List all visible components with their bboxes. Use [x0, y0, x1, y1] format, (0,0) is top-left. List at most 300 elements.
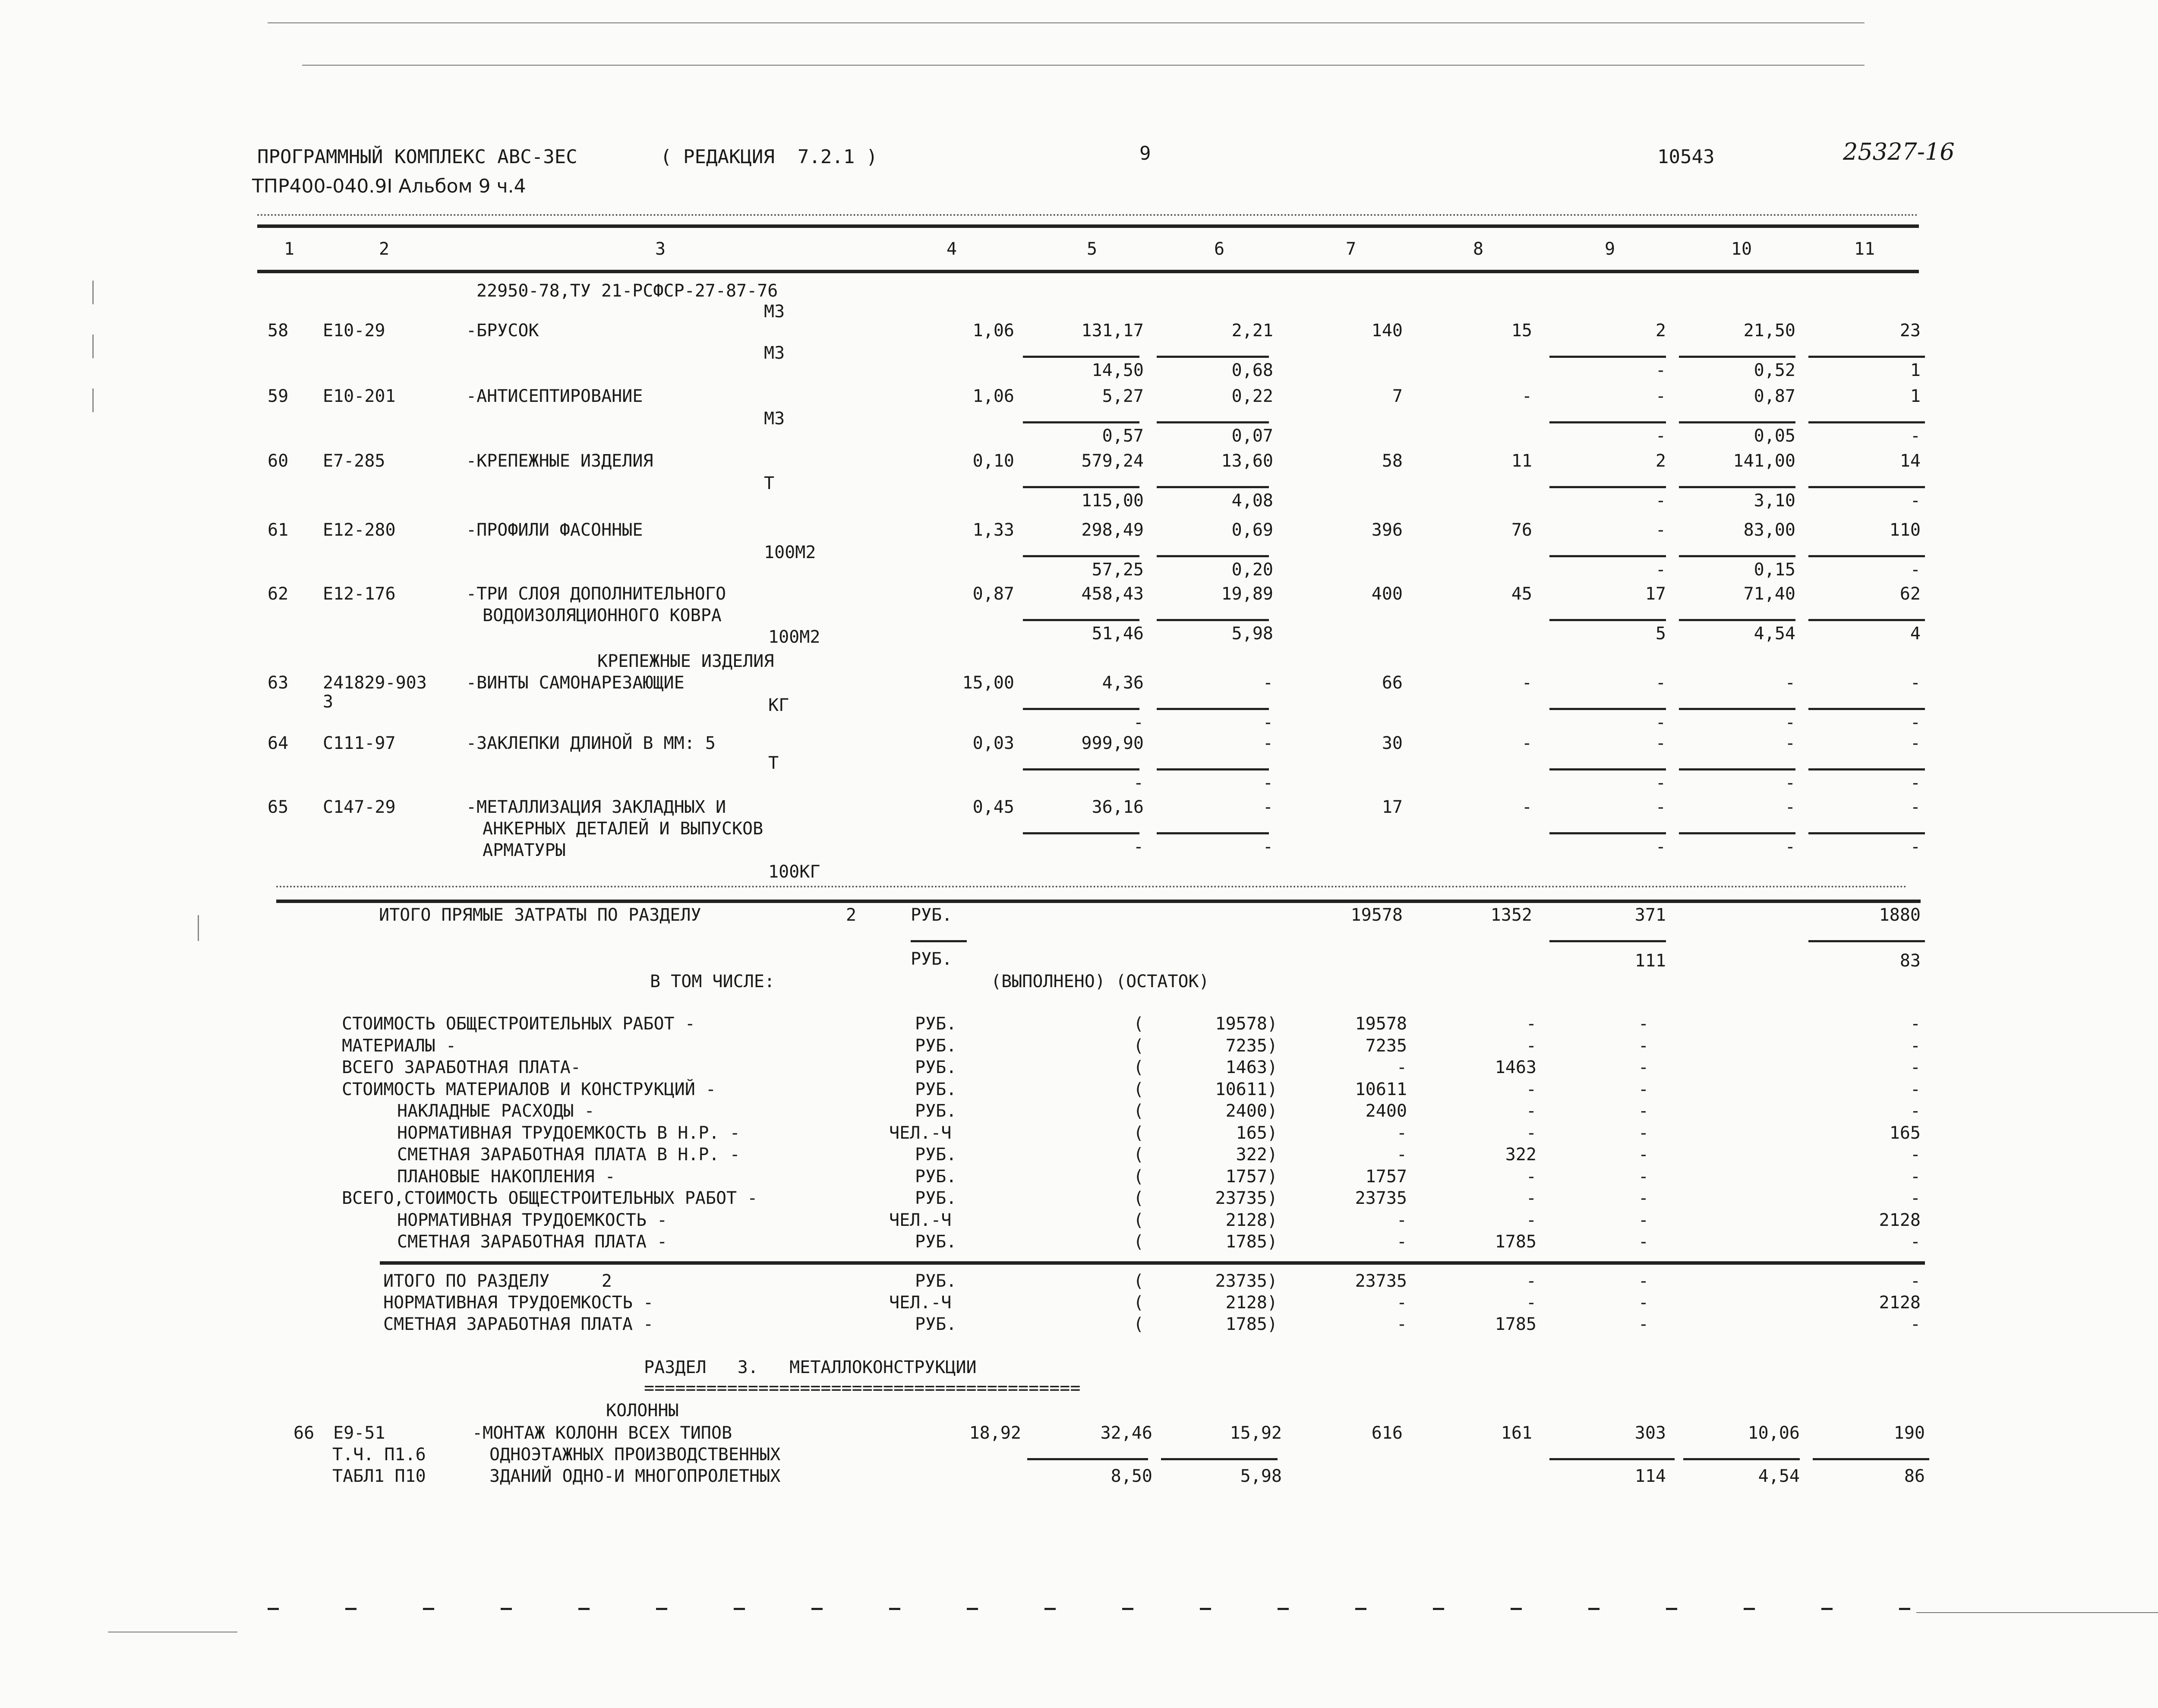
open-paren: ( [1133, 1036, 1144, 1056]
breakdown-c9: - [1638, 1145, 1649, 1165]
cell-rule [1808, 486, 1925, 488]
cell-rule [1023, 832, 1139, 834]
cell-c7: 616 [1371, 1423, 1403, 1443]
cell-c9: - [1655, 673, 1666, 693]
cell-c8: - [1521, 797, 1532, 817]
open-paren: ( [1133, 1232, 1144, 1252]
breakdown-c9: - [1638, 1232, 1649, 1252]
cell-b9: - [1655, 426, 1666, 446]
cell-rule [1157, 421, 1269, 423]
cell-b5: - [1133, 713, 1144, 732]
cell-c5: 298,49 [1081, 520, 1144, 540]
dash-segment [268, 1608, 279, 1610]
section-total-c7: - [1396, 1293, 1407, 1313]
breakdown-c7: - [1396, 1232, 1407, 1252]
cell-c9: - [1655, 386, 1666, 406]
cell-c8: 15 [1511, 321, 1532, 341]
document-code: 10543 [1657, 146, 1715, 168]
column-header-3: 3 [655, 239, 666, 259]
work-name: -ПРОФИЛИ ФАСОННЫЕ [466, 520, 643, 540]
cell-c6: - [1262, 797, 1273, 817]
breakdown-c8: - [1526, 1079, 1536, 1099]
dash-segment [1744, 1608, 1755, 1610]
column-header-10: 10 [1731, 239, 1752, 259]
cell-c8: 11 [1511, 451, 1532, 471]
cell-b11: - [1910, 713, 1921, 732]
breakdown-c11: - [1910, 1036, 1921, 1056]
cell-rule [1808, 356, 1925, 358]
dash-segment [345, 1608, 357, 1610]
open-paren: ( [1133, 1314, 1144, 1334]
rate-code: Е9-51 [333, 1423, 385, 1443]
cell-c11: 110 [1889, 520, 1921, 540]
breakdown-c9: - [1638, 1123, 1649, 1143]
cell-c10: 71,40 [1743, 584, 1795, 604]
row-number: 59 [268, 386, 289, 406]
work-name: -ВИНТЫ САМОНАРЕЗАЮЩИЕ [466, 673, 685, 693]
cell-b9: 5 [1655, 624, 1666, 644]
rate-code-cont: ТАБЛ1 П10 [332, 1466, 426, 1486]
column-header-2: 2 [379, 239, 390, 259]
cell-rule [1679, 421, 1795, 423]
rate-code: Е10-201 [323, 386, 396, 406]
dash-segment [1666, 1608, 1677, 1610]
page-number: 9 [1139, 142, 1151, 164]
cell-c10: - [1785, 797, 1795, 817]
cell-c10: - [1785, 673, 1795, 693]
rate-code: Е10-29 [323, 321, 385, 341]
cell-c9: 303 [1634, 1423, 1666, 1443]
cell-qty: 1,06 [972, 321, 1014, 341]
cell-c11: 23 [1899, 321, 1921, 341]
cell-b5: 115,00 [1081, 491, 1144, 511]
cell-b5: 51,46 [1092, 624, 1144, 644]
work-name: -МЕТАЛЛИЗАЦИЯ ЗАКЛАДНЫХ И [466, 797, 726, 817]
cell-rule [1027, 1458, 1148, 1460]
cell-c6: 0,69 [1231, 520, 1273, 540]
breakdown-label: ПЛАНОВЫЕ НАКОПЛЕНИЯ - [397, 1166, 615, 1187]
breakdown-c9: - [1638, 1210, 1649, 1230]
breakdown-c9: - [1638, 1166, 1649, 1187]
cell-c6: 15,92 [1230, 1423, 1282, 1443]
cell-c5: 458,43 [1081, 584, 1144, 604]
cell-c7: 140 [1371, 321, 1403, 341]
section-total-unit: РУБ. [915, 1314, 957, 1334]
breakdown-c8: - [1526, 1101, 1536, 1121]
breakdown-label: НАКЛАДНЫЕ РАСХОДЫ - [397, 1101, 595, 1121]
cell-c9: 2 [1655, 451, 1666, 471]
cell-c8: - [1521, 733, 1532, 753]
done-remaining-heading: (ВЫПОЛНЕНО) (ОСТАТОК) [991, 972, 1209, 991]
work-name: ОДНОЭТАЖНЫХ ПРОИЗВОДСТВЕННЫХ [489, 1445, 781, 1465]
cell-b6: - [1262, 713, 1273, 732]
breakdown-c7: 10611 [1355, 1079, 1407, 1099]
cell-c10: 141,00 [1733, 451, 1795, 471]
dash-segment [656, 1608, 667, 1610]
cell-b6: - [1262, 837, 1273, 857]
cell-c10: - [1785, 733, 1795, 753]
cell-c11: - [1910, 673, 1921, 693]
section-total-c9: - [1638, 1314, 1649, 1334]
breakdown-c8: - [1526, 1014, 1536, 1034]
cell-rule [1549, 1458, 1675, 1460]
breakdown-c11: - [1910, 1101, 1921, 1121]
cell-c10: 0,87 [1754, 386, 1795, 406]
unit-measure: 100КГ [768, 862, 820, 882]
direct-cost-c8: 1352 [1490, 905, 1532, 925]
cell-rule [1679, 768, 1795, 770]
cell-b11: - [1910, 426, 1921, 446]
cell-rule [1679, 708, 1795, 710]
cell-rule [1813, 1458, 1929, 1460]
cell-c8: 45 [1511, 584, 1532, 604]
breakdown-unit: ЧЕЛ.-Ч [889, 1123, 952, 1143]
breakdown-c7: 23735 [1355, 1188, 1407, 1208]
section-total-c11: - [1910, 1314, 1921, 1334]
section-total-unit: ЧЕЛ.-Ч [889, 1293, 952, 1313]
breakdown-c11: - [1910, 1014, 1921, 1034]
work-name: ЗДАНИЙ ОДНО-И МНОГОПРОЛЕТНЫХ [489, 1466, 781, 1486]
breakdown-unit: РУБ. [915, 1145, 957, 1165]
cell-b11: 1 [1910, 360, 1921, 380]
breakdown-c8: - [1526, 1210, 1536, 1230]
dash-segment [1355, 1608, 1366, 1610]
cell-c9: 2 [1655, 321, 1666, 341]
cell-c7: 396 [1371, 520, 1403, 540]
rate-code: 241829-903 [323, 673, 427, 693]
table-bottom-rule [276, 900, 1921, 903]
cell-rule [1679, 356, 1795, 358]
work-name: -МОНТАЖ КОЛОНН ВСЕХ ТИПОВ [472, 1423, 732, 1443]
breakdown-c11: 2128 [1879, 1210, 1921, 1230]
row-number: 58 [268, 321, 289, 341]
breakdown-done-value: 19578) [1215, 1014, 1278, 1034]
open-paren: ( [1133, 1123, 1144, 1143]
cell-b9: - [1655, 713, 1666, 732]
cell-rule [1549, 356, 1666, 358]
work-name: -БРУСОК [466, 321, 539, 341]
margin-mark [92, 281, 94, 304]
cell-c7: 58 [1382, 451, 1403, 471]
cell-b10: 0,52 [1754, 360, 1795, 380]
section-total-rule [380, 1261, 1925, 1265]
cell-rule [1023, 356, 1139, 358]
breakdown-c7: - [1396, 1210, 1407, 1230]
work-name: -ТРИ СЛОЯ ДОПОЛНИТЕЛЬНОГО [466, 584, 726, 604]
breakdown-c7: 19578 [1355, 1014, 1407, 1034]
rate-code: С111-97 [323, 733, 396, 753]
work-name: -ЗАКЛЕПКИ ДЛИНОЙ В ММ: 5 [466, 733, 716, 753]
cell-b10: - [1785, 713, 1795, 732]
column-header-6: 6 [1214, 239, 1225, 259]
breakdown-unit: РУБ. [915, 1079, 957, 1099]
cell-c5: 579,24 [1081, 451, 1144, 471]
breakdown-c8: 322 [1505, 1145, 1536, 1165]
cell-c7: 17 [1382, 797, 1403, 817]
dash-segment [1588, 1608, 1600, 1610]
open-paren: ( [1133, 1014, 1144, 1034]
dash-segment [811, 1608, 823, 1610]
cell-b10: 4,54 [1754, 624, 1795, 644]
leading-spec-text: 22950-78,ТУ 21-РСФСР-27-87-76 [476, 281, 778, 301]
table-header-rule [257, 270, 1919, 273]
cell-qty: 0,45 [972, 797, 1014, 817]
program-title: ПРОГРАММНЫЙ КОМПЛЕКС АВС-3ЕС [257, 146, 577, 168]
row-number: 63 [268, 673, 289, 693]
margin-mark [92, 388, 94, 412]
breakdown-c11: - [1910, 1058, 1921, 1077]
dash-segment [1433, 1608, 1444, 1610]
breakdown-c9: - [1638, 1079, 1649, 1099]
unit-measure: 100М2 [768, 627, 820, 647]
cell-b10: 4,54 [1758, 1466, 1800, 1486]
cell-b11: 4 [1910, 624, 1921, 644]
unit-measure: М3 [764, 343, 785, 363]
breakdown-label: СМЕТНАЯ ЗАРАБОТНАЯ ПЛАТА В Н.Р. - [397, 1145, 740, 1165]
open-paren: ( [1133, 1188, 1144, 1208]
cell-qty: 0,10 [972, 451, 1014, 471]
open-paren: ( [1133, 1271, 1144, 1291]
cell-rule [1023, 486, 1139, 488]
cell-b11: - [1910, 491, 1921, 511]
cell-c6: - [1262, 733, 1273, 753]
cell-qty: 15,00 [962, 673, 1014, 693]
breakdown-unit: РУБ. [915, 1014, 957, 1034]
breakdown-label: НОРМАТИВНАЯ ТРУДОЕМКОСТЬ В Н.Р. - [397, 1123, 740, 1143]
cell-rule [1161, 1458, 1278, 1460]
breakdown-label: ВСЕГО ЗАРАБОТНАЯ ПЛАТА- [342, 1058, 581, 1077]
rate-code: Е12-280 [323, 520, 396, 540]
cell-rule [1808, 832, 1925, 834]
breakdown-c7: - [1396, 1058, 1407, 1077]
cell-c7: 30 [1382, 733, 1403, 753]
cell-rule [1157, 619, 1269, 621]
unit-measure: Т [764, 474, 775, 493]
cell-rule [1808, 708, 1925, 710]
breakdown-c8: - [1526, 1166, 1536, 1187]
cell-b9: - [1655, 560, 1666, 580]
dash-segment [501, 1608, 512, 1610]
work-name: -АНТИСЕПТИРОВАНИЕ [466, 386, 643, 406]
section-3-underline: ========================================== [644, 1378, 1081, 1398]
unit-measure: М3 [764, 409, 785, 429]
direct-cost-unit-2: РУБ. [911, 949, 953, 969]
dash-segment [1511, 1608, 1522, 1610]
table-top-rule [257, 224, 1919, 228]
cell-c7: 7 [1392, 386, 1403, 406]
cell-b9: - [1655, 837, 1666, 857]
cell-b5: - [1133, 837, 1144, 857]
section-total-done-value: 1785) [1225, 1314, 1278, 1334]
cell-c8: 161 [1501, 1423, 1532, 1443]
cell-c9: - [1655, 520, 1666, 540]
cell-rule [1157, 486, 1269, 488]
breakdown-unit: РУБ. [915, 1166, 957, 1187]
rule [911, 940, 967, 942]
including-label: В ТОМ ЧИСЛЕ: [650, 972, 775, 991]
cell-c11: - [1910, 733, 1921, 753]
direct-cost-c9: 371 [1634, 905, 1666, 925]
cell-c6: 19,89 [1221, 584, 1273, 604]
breakdown-label: НОРМАТИВНАЯ ТРУДОЕМКОСТЬ - [397, 1210, 668, 1230]
breakdown-c8: - [1526, 1188, 1536, 1208]
section-total-c7: - [1396, 1314, 1407, 1334]
cell-b5: - [1133, 773, 1144, 793]
cell-rule [1157, 832, 1269, 834]
cell-c5: 131,17 [1081, 321, 1144, 341]
direct-cost-section: 2 [846, 905, 857, 925]
rule [1549, 940, 1666, 942]
header-dotted-rule [257, 214, 1919, 216]
cell-c11: 62 [1899, 584, 1921, 604]
breakdown-c7: - [1396, 1123, 1407, 1143]
open-paren: ( [1133, 1210, 1144, 1230]
cell-c5: 4,36 [1102, 673, 1144, 693]
breakdown-c9: - [1638, 1101, 1649, 1121]
cell-rule [1549, 768, 1666, 770]
cell-rule [1549, 708, 1666, 710]
section-total-label: ИТОГО ПО РАЗДЕЛУ 2 [383, 1271, 612, 1291]
work-name: АНКЕРНЫХ ДЕТАЛЕЙ И ВЫПУСКОВ [483, 819, 764, 839]
rate-code: Е7-285 [323, 451, 385, 471]
direct-cost-c11: 1880 [1879, 905, 1921, 925]
cell-b6: 0,07 [1231, 426, 1273, 446]
dash-segment [1200, 1608, 1211, 1610]
work-name: АРМАТУРЫ [483, 840, 566, 860]
section-total-c9: - [1638, 1293, 1649, 1313]
column-header-11: 11 [1854, 239, 1875, 259]
dash-segment [1278, 1608, 1289, 1610]
cell-c11: - [1910, 797, 1921, 817]
cell-rule [1023, 708, 1139, 710]
margin-mark [198, 915, 199, 941]
row-number: 66 [293, 1423, 315, 1443]
breakdown-unit: ЧЕЛ.-Ч [889, 1210, 952, 1230]
breakdown-unit: РУБ. [915, 1036, 957, 1056]
breakdown-unit: РУБ. [915, 1232, 957, 1252]
unit-measure: КГ [768, 695, 789, 715]
cell-b5: 0,57 [1102, 426, 1144, 446]
cell-rule [1023, 768, 1139, 770]
cell-rule [1808, 555, 1925, 557]
rate-code: Е12-176 [323, 584, 396, 604]
direct-cost-c7: 19578 [1350, 905, 1403, 925]
cell-rule [1157, 356, 1269, 358]
breakdown-c7: 1757 [1365, 1166, 1407, 1187]
rate-code-cont: Т.Ч. П1.6 [332, 1445, 426, 1465]
cell-c10: 10,06 [1748, 1423, 1800, 1443]
breakdown-unit: РУБ. [915, 1188, 957, 1208]
scan-line [302, 65, 1865, 66]
cell-c8: - [1521, 386, 1532, 406]
unit-measure: 100М2 [764, 543, 816, 562]
breakdown-c7: 2400 [1365, 1101, 1407, 1121]
cell-rule [1679, 619, 1795, 621]
breakdown-c9: - [1638, 1188, 1649, 1208]
column-header-8: 8 [1473, 239, 1484, 259]
cell-c11: 14 [1899, 451, 1921, 471]
cell-c11: 1 [1910, 386, 1921, 406]
cell-c7: 66 [1382, 673, 1403, 693]
row-number: 60 [268, 451, 289, 471]
cell-b6: 0,20 [1231, 560, 1273, 580]
breakdown-c8: - [1526, 1036, 1536, 1056]
cell-c11: 190 [1893, 1423, 1925, 1443]
cell-rule [1549, 619, 1666, 621]
breakdown-c8: - [1526, 1123, 1536, 1143]
dash-segment [1122, 1608, 1133, 1610]
rate-code-cont: 3 [323, 692, 334, 712]
cell-b5: 57,25 [1092, 560, 1144, 580]
cell-b5: 14,50 [1092, 360, 1144, 380]
cell-rule [1679, 486, 1795, 488]
cell-b6: - [1262, 773, 1273, 793]
cell-c9: - [1655, 797, 1666, 817]
breakdown-label: СТОИМОСТЬ ОБЩЕСТРОИТЕЛЬНЫХ РАБОТ - [342, 1014, 695, 1034]
margin-mark [92, 335, 94, 358]
cell-b10: 0,05 [1754, 426, 1795, 446]
breakdown-c11: 165 [1889, 1123, 1921, 1143]
section-total-c11: - [1910, 1271, 1921, 1291]
open-paren: ( [1133, 1079, 1144, 1099]
cell-c8: - [1521, 673, 1532, 693]
cell-c6: 13,60 [1221, 451, 1273, 471]
section-total-done-value: 23735) [1215, 1271, 1278, 1291]
cell-b6: 4,08 [1231, 491, 1273, 511]
cell-c5: 5,27 [1102, 386, 1144, 406]
section-total-label: НОРМАТИВНАЯ ТРУДОЕМКОСТЬ - [383, 1293, 654, 1313]
cell-c10: 83,00 [1743, 520, 1795, 540]
breakdown-unit: РУБ. [915, 1101, 957, 1121]
cell-c5: 36,16 [1092, 797, 1144, 817]
cell-rule [1023, 421, 1139, 423]
cell-b11: - [1910, 773, 1921, 793]
breakdown-label: МАТЕРИАЛЫ - [342, 1036, 456, 1056]
breakdown-c11: - [1910, 1145, 1921, 1165]
cell-rule [1023, 555, 1139, 557]
direct-cost-total-label: ИТОГО ПРЯМЫЕ ЗАТРАТЫ ПО РАЗДЕЛУ [379, 905, 701, 925]
cell-b6: 5,98 [1231, 624, 1273, 644]
cell-rule [1157, 768, 1269, 770]
open-paren: ( [1133, 1145, 1144, 1165]
cell-qty: 0,03 [972, 733, 1014, 753]
row-number: 62 [268, 584, 289, 604]
breakdown-done-value: 1463) [1225, 1058, 1278, 1077]
breakdown-done-value: 2400) [1225, 1101, 1278, 1121]
cell-qty: 1,33 [972, 520, 1014, 540]
open-paren: ( [1133, 1101, 1144, 1121]
breakdown-c7: 7235 [1365, 1036, 1407, 1056]
open-paren: ( [1133, 1166, 1144, 1187]
dash-segment [1821, 1608, 1833, 1610]
album-label: ТПР400-040.9I Альбом 9 ч.4 [252, 175, 526, 197]
scan-line [268, 22, 1865, 23]
column-header-4: 4 [946, 239, 957, 259]
dotted-rule [276, 886, 1908, 887]
cell-rule [1549, 486, 1666, 488]
cell-b11: - [1910, 837, 1921, 857]
dash-segment [423, 1608, 434, 1610]
work-name: -КРЕПЕЖНЫЕ ИЗДЕЛИЯ [466, 451, 653, 471]
breakdown-done-value: 10611) [1215, 1079, 1278, 1099]
cell-b5: 8,50 [1111, 1466, 1152, 1486]
cell-b6: 5,98 [1240, 1466, 1282, 1486]
unit-above: М3 [764, 302, 785, 322]
cell-b9: 114 [1634, 1466, 1666, 1486]
section-total-c9: - [1638, 1271, 1649, 1291]
breakdown-label: ВСЕГО,СТОИМОСТЬ ОБЩЕСТРОИТЕЛЬНЫХ РАБОТ - [342, 1188, 758, 1208]
breakdown-c8: 1785 [1495, 1232, 1536, 1252]
